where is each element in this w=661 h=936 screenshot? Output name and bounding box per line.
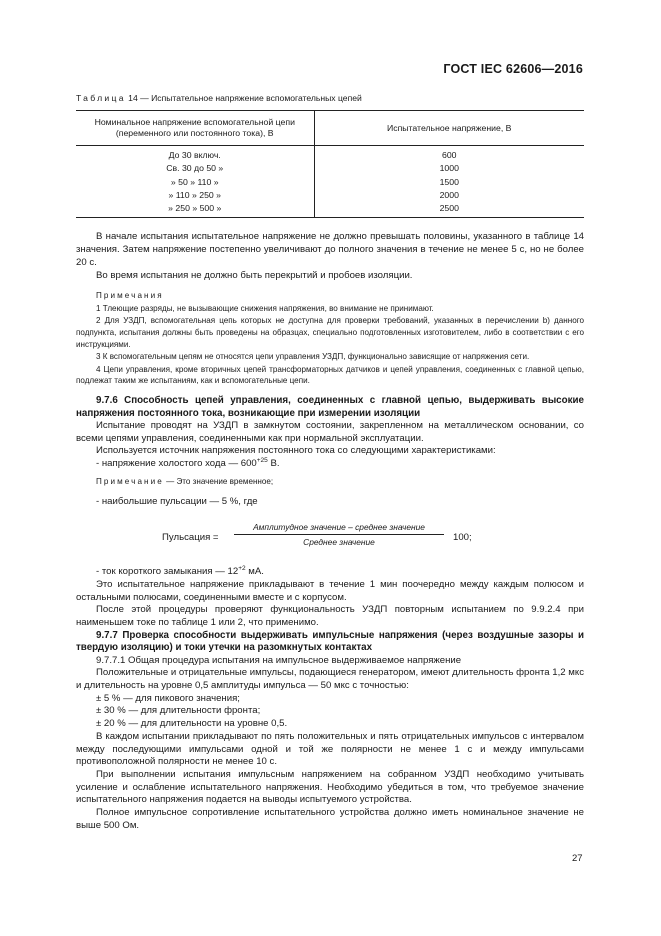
note-word: Примечание (96, 476, 164, 486)
note-item: 1 Тлеющие разряды, не вызывающие снижения напряжения, во внимание не принимают. (96, 303, 434, 313)
note-item: 2 Для УЗДП, вспомогательная цепь которых не доступна для проверки требований, указанных в перечислении b) данного подпункта, испытания должны быть проведены на образцах, специально подготовленных изготовителем, либо в соответствии с его инструкциями. (76, 316, 584, 349)
paragraph: Используется источник напряжения постоянного тока со следующими характеристиками: (96, 445, 496, 457)
voltage-range-cell: » 250 » 500 » (76, 202, 314, 218)
standard-id: ГОСТ IEC 62606—2016 (443, 62, 583, 76)
voltage-range-cell: » 50 » 110 » (76, 176, 314, 189)
paragraph: Это испытательное напряжение прикладывают в течение 1 мин поочередно между каждым полюсом и остальными полюсами, соединенными вместе и с корпусом. (76, 578, 584, 603)
paragraph: Испытание проводят на УЗДП в замкнутом состоянии, закрепленном на металлическом основании, со всеми цепями управления, соединенными как при нормальной эксплуатации. (76, 420, 584, 444)
formula-denominator: Среднее значение (303, 537, 375, 548)
paragraph: Полное импульсное сопротивление испытательного устройства должно иметь номинальное значение не выше 500 Ом. (76, 807, 584, 831)
test-voltage-table (76, 110, 584, 218)
page-content (76, 93, 584, 833)
page-number: 27 (572, 853, 583, 864)
ripple-formula (76, 520, 584, 556)
formula-multiplier: 100; (453, 532, 472, 544)
voltage-range-cell: Св. 30 до 50 » (76, 162, 314, 175)
formula-label: Пульсация = (162, 532, 219, 544)
paragraph: После этой процедуры проверяют функциональность УЗДП повторным испытанием по 9.9.2.4 при наименьшем токе по таблице 1 или 2, что применимо. (76, 604, 584, 628)
list-item-open-circuit-voltage: - напряжение холостого хода — $600^{+25}$ В. (96, 457, 280, 470)
table-row (76, 146, 584, 163)
paragraph: Положительные и отрицательные импульсы, подающиеся генератором, имеют длительность фронта 1,2 мкс и длительность на уровне 0,5 амплитуды импульса — 50 мкс с точностью: (76, 667, 584, 692)
note-item: 4 Цепи управления, кроме вторичных цепей трансформаторных датчиков и цепей управления, соединенных с главной цепью, подлежат таким же испытаниям, как и вспомогательные цепи. (76, 364, 584, 386)
notes-title: Примечания (96, 291, 164, 301)
tolerance-superscript: +25 (256, 457, 268, 465)
test-voltage-cell: 600 (442, 150, 457, 160)
table-caption-word: Таблица (76, 93, 126, 103)
formula-fraction (234, 522, 444, 547)
table-row (76, 189, 584, 202)
section-heading-9-7-7: 9.7.7 Проверка способности выдерживать импульсные напряжения (через воздушные зазоры и твердую изоляцию) и токи утечки на разомкнутых контактах (76, 629, 584, 654)
table-header-row (76, 111, 584, 146)
voltage-range-cell: До 30 включ. (76, 146, 314, 163)
test-voltage-cell: 1500 (439, 176, 459, 187)
tolerance-superscript: +2 (238, 565, 246, 573)
list-item-ripple: - наибольшие пульсации — 5 %, где (96, 496, 258, 508)
temporary-value-note: Примечание — Это значение временное; (96, 476, 274, 486)
paragraph: При выполнении испытания импульсным напряжением на собранном УЗДП необходимо учитывать усиление и ослабление испытательного напряжения. Необходимо убедиться в том, что требуемое значение испытательного напряжения подается на выводы испытуемого устройства. (76, 769, 584, 806)
paragraph-test-start: В начале испытания испытательное напряжение не должно превышать половины, указанного в таблице 14 значения. Затем напряжение постепенно увеличивают до полного значения в течение не менее 5 с, но не более 20 с. (76, 231, 584, 268)
table-row (76, 162, 584, 175)
formula-numerator: Амплитудное значение – среднее значение (234, 522, 444, 535)
paragraph: В каждом испытании прикладывают по пять положительных и пять отрицательных импульсов с интервалом между последующими импульсами одной и той же полярности не менее 1 с и между импульсами противоположной полярности не менее 10 с. (76, 730, 584, 768)
note-item: 3 К вспомогательным цепям не относятся цепи управления УЗДП, функционально зависящие от напряжения сети. (96, 352, 530, 362)
table-caption-text: 14 — Испытательное напряжение вспомогательных цепей (125, 93, 362, 103)
col-header-test-voltage: Испытательное напряжение, В (314, 111, 584, 146)
paragraph-no-breakdown: Во время испытания не должно быть перекрытий и пробоев изоляции. (96, 269, 413, 281)
col-header-nominal-voltage: Номинальное напряжение вспомогательной цепи (переменного или постоянного тока), В (76, 111, 314, 146)
test-voltage-cell: 2000 (439, 189, 459, 200)
list-item-short-circuit-current: - ток короткого замыкания — $12^{+2}$ мА. (96, 565, 264, 578)
test-voltage-cell: 1000 (439, 163, 459, 174)
tolerance-item: ± 20 % — для длительности на уровне 0,5. (96, 718, 288, 730)
table-caption (76, 93, 584, 103)
tolerance-item: ± 30 % — для длительности фронта; (96, 705, 261, 717)
notes-block (76, 290, 584, 387)
table-row (76, 176, 584, 189)
test-voltage-cell: 2500 (314, 202, 584, 218)
subsection-heading-9-7-7-1: 9.7.7.1 Общая процедура испытания на импульсное выдерживаемое напряжение (96, 654, 462, 666)
tolerance-item: ± 5 % — для пикового значения; (96, 692, 240, 704)
section-heading-9-7-6: 9.7.6 Способность цепей управления, соединенных с главной цепью, выдерживать высокие напряжения постоянного тока, возникающие при измерении изоляции (76, 395, 584, 419)
voltage-range-cell: » 110 » 250 » (76, 189, 314, 202)
table-row (76, 202, 584, 218)
